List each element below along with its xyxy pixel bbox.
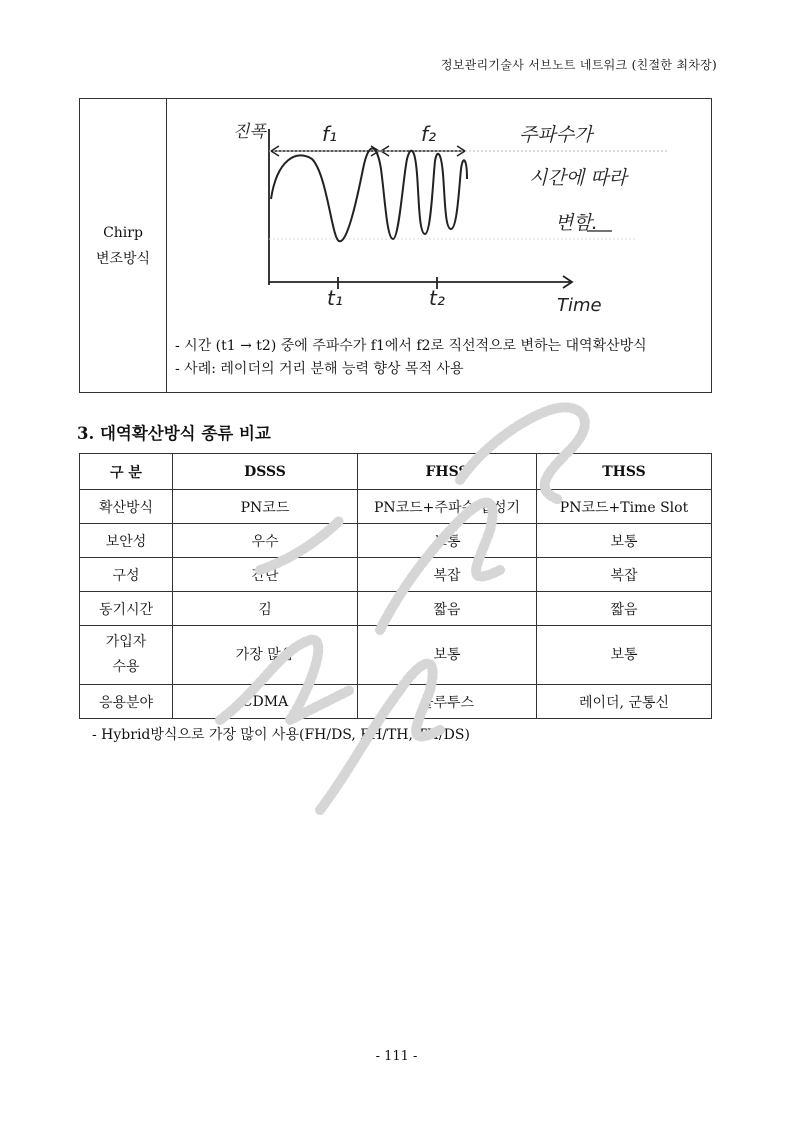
row-label: 보안성 — [80, 524, 173, 558]
f2-label: f₂ — [421, 122, 437, 146]
chirp-table — [79, 98, 712, 393]
row-label: 구성 — [80, 558, 173, 592]
chirp-bullets — [167, 331, 711, 381]
amplitude-label: 진폭 — [233, 122, 266, 142]
cell-dsss: 우수 — [173, 524, 358, 558]
header-thss: THSS — [537, 454, 712, 490]
t1-label: t₁ — [327, 286, 343, 310]
chirp-bullet-2: - 사례: 레이더의 거리 분해 능력 향상 목적 사용 — [175, 361, 464, 377]
sketch-note-line3: 변함. — [555, 212, 598, 234]
header-dsss: DSSS — [173, 454, 358, 490]
cell-fhss: 복잡 — [358, 558, 537, 592]
sketch-note-line1: 주파수가 — [519, 124, 593, 146]
cell-fhss: PN코드+주파수 합성기 — [358, 490, 537, 524]
chirp-bullet-1: - 시간 (t1 → t2) 중에 주파수가 f1에서 f2로 직선적으로 변하는 대역확산방식 — [175, 338, 647, 354]
table-row — [80, 490, 712, 524]
row-label-line1: 가입자 — [105, 634, 147, 650]
table-row — [80, 558, 712, 592]
running-header: 정보관리기술사 서브노트 네트워크 (친절한 최차장) — [440, 58, 717, 72]
table-row — [80, 685, 712, 719]
cell-thss: 보통 — [537, 626, 712, 685]
table-row — [80, 524, 712, 558]
page-number: - 111 - — [375, 1049, 418, 1064]
cell-fhss: 짧음 — [358, 592, 537, 626]
row-label-line2: 수용 — [112, 659, 140, 675]
table-row — [80, 592, 712, 626]
row-label: 동기시간 — [80, 592, 173, 626]
table-header-row — [80, 454, 712, 490]
cell-fhss: 보통 — [358, 626, 537, 685]
cell-thss: 복잡 — [537, 558, 712, 592]
chirp-label-line2: 변조방식 — [95, 250, 151, 267]
cell-dsss: PN코드 — [173, 490, 358, 524]
cell-thss: PN코드+Time Slot — [537, 490, 712, 524]
chirp-label-cell — [80, 99, 167, 393]
table-row — [80, 626, 712, 685]
cell-fhss: 블루투스 — [358, 685, 537, 719]
chirp-sketch — [167, 99, 711, 331]
cell-thss: 짧음 — [537, 592, 712, 626]
row-label — [80, 626, 173, 685]
comparison-table — [79, 453, 712, 719]
chirp-sketch-svg — [167, 99, 712, 331]
cell-thss: 레이더, 군통신 — [537, 685, 712, 719]
cell-fhss: 보통 — [358, 524, 537, 558]
cell-dsss: 김 — [173, 592, 358, 626]
f1-label: f₁ — [322, 122, 338, 146]
header-category: 구 분 — [80, 454, 173, 490]
cell-dsss: 가장 많음 — [173, 626, 358, 685]
chirp-waveform — [271, 148, 467, 241]
sketch-note-line2: 시간에 따라 — [529, 167, 627, 189]
cell-thss: 보통 — [537, 524, 712, 558]
row-label: 확산방식 — [80, 490, 173, 524]
time-axis-label: Time — [557, 295, 602, 316]
chirp-label-line1: Chirp — [103, 224, 143, 241]
header-fhss: FHSS — [358, 454, 537, 490]
cell-dsss: CDMA — [173, 685, 358, 719]
t2-label: t₂ — [429, 286, 445, 310]
chirp-content-cell — [167, 99, 712, 393]
row-label: 응용분야 — [80, 685, 173, 719]
cell-dsss: 간단 — [173, 558, 358, 592]
usage-note: - Hybrid방식으로 가장 많이 사용(FH/DS, FH/TH, TH/DS) — [92, 727, 470, 743]
section-title: 3. 대역확산방식 종류 비교 — [77, 424, 271, 443]
